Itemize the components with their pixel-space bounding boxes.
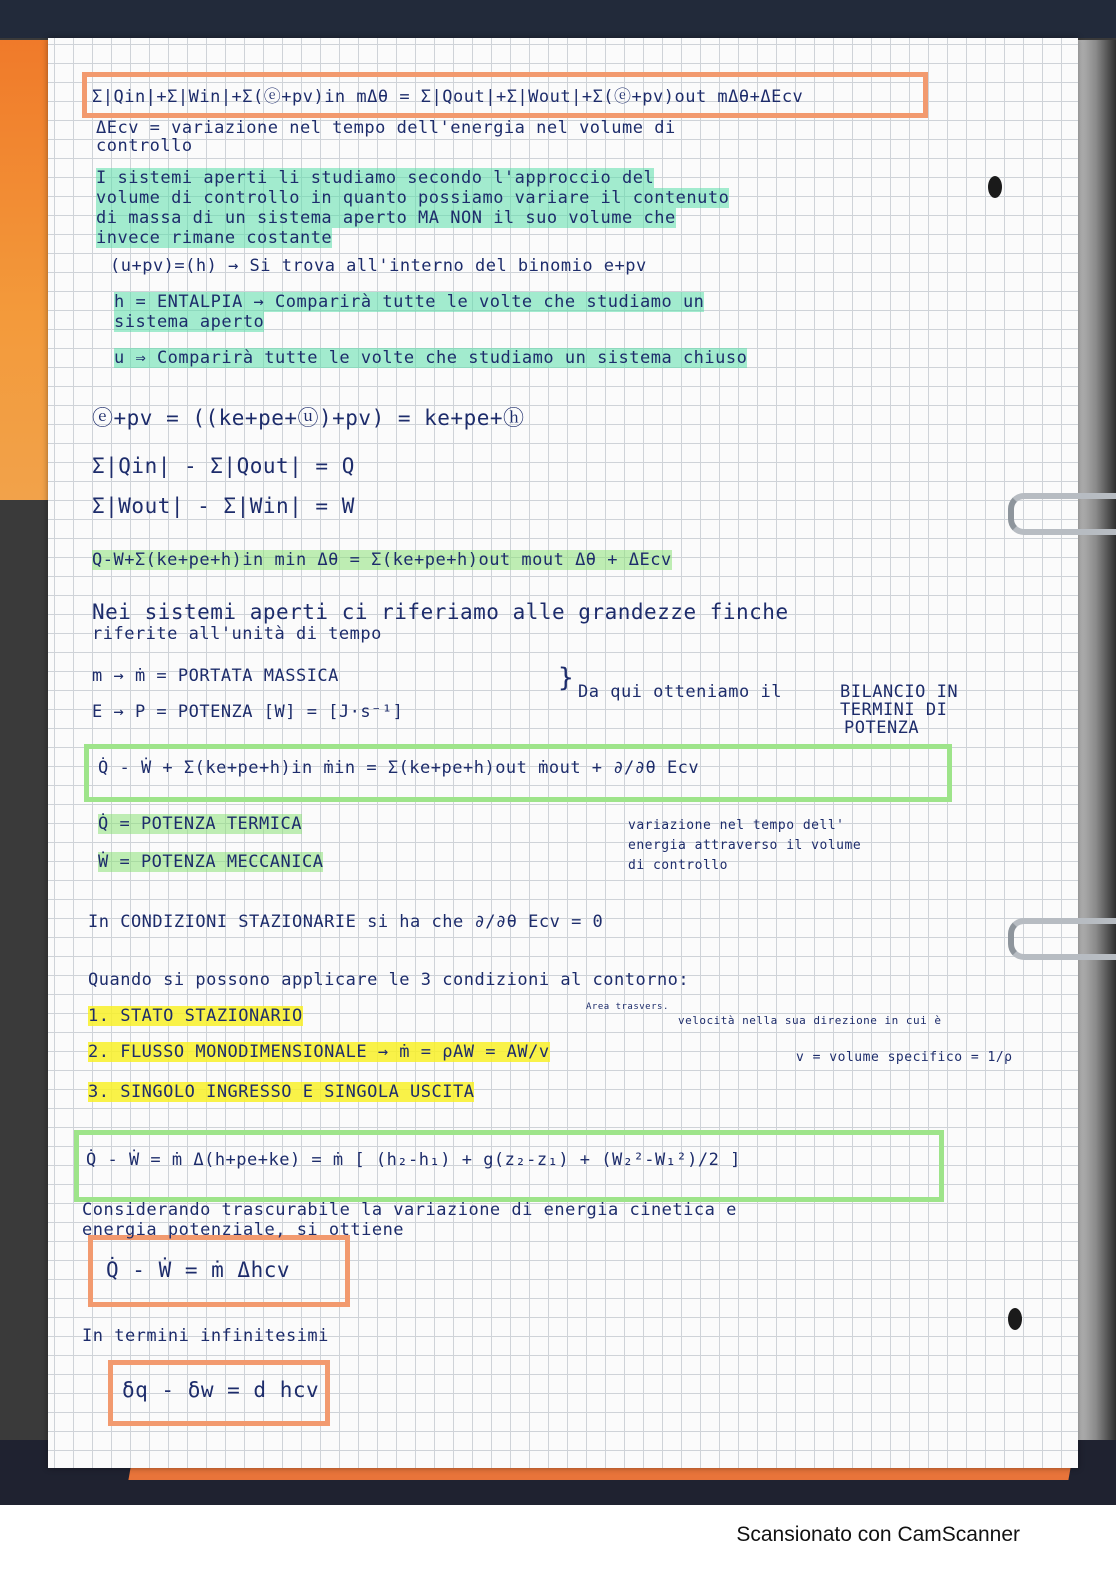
brace: }	[558, 663, 575, 693]
steady-state-condition: In CONDIZIONI STAZIONARIE si ha che ∂/∂θ Ecv = 0	[88, 912, 604, 932]
simplified-balance-equation: Q̇ - Ẇ = ṁ Δ(h+pe+ke) = ṁ [ (h₂-h₁) + g(z₂-z₁) + (W₂²-W₁²)/2 ]	[86, 1150, 741, 1170]
note-text: variazione nel tempo dell'	[628, 818, 845, 833]
note-text: Area trasvers.	[586, 1002, 669, 1012]
notebook-page	[48, 38, 1078, 1468]
note-text: volume di controllo in quanto possiamo variare il contenuto	[96, 188, 730, 208]
note-text: Quando si possono applicare le 3 condizioni al contorno:	[88, 970, 690, 990]
note-text: riferite all'unità di tempo	[92, 624, 382, 644]
power-definition: E → P = POTENZA [W] = [J·s⁻¹]	[92, 702, 404, 722]
power-balance-label: TERMINI DI	[840, 700, 948, 720]
note-text: u ⇒ Comparirà tutte le volte che studiamo un sistema chiuso	[114, 348, 748, 368]
folder-top-edge	[0, 0, 1116, 38]
note-text: di massa di un sistema aperto MA NON il suo volume che	[96, 208, 676, 228]
heat-definition: Σ|Qin| - Σ|Qout| = Q	[92, 454, 355, 478]
punch-hole	[1008, 1308, 1022, 1330]
note-text: h = ENTALPIA → Comparirà tutte le volte che studiamo un	[114, 292, 705, 312]
camscanner-watermark: Scansionato con CamScanner	[736, 1523, 1020, 1546]
condition-2: 2. FLUSSO MONODIMENSIONALE → ṁ = ρAW = AW/v	[88, 1042, 550, 1062]
power-balance-label: POTENZA	[844, 718, 920, 738]
power-balance-label: BILANCIO IN	[840, 682, 959, 702]
note-text: sistema aperto	[114, 312, 265, 332]
note-text: ΔEcv = variazione nel tempo dell'energia nel volume di	[96, 118, 676, 138]
energy-balance-equation: Σ|Qin|+Σ|Win|+Σ(ⓔ+pv)in mΔθ = Σ|Qout|+Σ|Wout|+Σ(ⓔ+pv)out mΔθ+ΔEcv	[92, 87, 804, 107]
note-text: I sistemi aperti li studiamo secondo l'approccio del	[96, 168, 655, 188]
power-balance-equation: Q̇ - Ẇ + Σ(ke+pe+h)in ṁin = Σ(ke+pe+h)out ṁout + ∂/∂θ Ecv	[98, 758, 700, 778]
punch-hole	[988, 176, 1002, 198]
mass-flow-definition: m → ṁ = PORTATA MASSICA	[92, 666, 339, 686]
note-text: di controllo	[628, 858, 728, 873]
condition-1: 1. STATO STAZIONARIO	[88, 1006, 303, 1026]
footer	[0, 1505, 1116, 1579]
note-text: energia potenziale, si ottiene	[82, 1220, 405, 1240]
note-text: invece rimane costante	[96, 228, 333, 248]
binder-ring-icon	[1008, 918, 1116, 960]
note-text: In termini infinitesimi	[82, 1326, 329, 1346]
reduced-balance-equation: Q̇ - Ẇ = ṁ Δhcv	[106, 1258, 291, 1282]
note-text: Da qui otteniamo il	[578, 682, 782, 702]
note-text: Considerando trascurabile la variazione di energia cinetica e	[82, 1200, 737, 1220]
note-text: v = volume specifico = 1/ρ	[796, 1050, 1013, 1065]
thermal-power: Q̇ = POTENZA TERMICA	[98, 814, 302, 834]
infinitesimal-equation: δq - δw = d hcv	[122, 1378, 320, 1402]
mechanical-power: Ẇ = POTENZA MECCANICA	[98, 852, 324, 872]
enthalpy-definition: (u+pv)=(h) → Si trova all'interno del binomio e+pv	[110, 256, 647, 276]
note-text: Nei sistemi aperti ci riferiamo alle grandezze finche	[92, 600, 789, 624]
note-text: controllo	[96, 136, 193, 156]
binder-ring-icon	[1008, 493, 1116, 535]
note-text: energia attraverso il volume	[628, 838, 862, 853]
energy-decomposition: ⓔ+pv = ((ke+pe+ⓤ)+pv) = ke+pe+ⓗ	[92, 406, 525, 430]
note-text: velocità nella sua direzione in cui è	[678, 1014, 942, 1027]
balance-equation: Q-W+Σ(ke+pe+h)in min Δθ = Σ(ke+pe+h)out mout Δθ + ΔEcv	[92, 550, 672, 570]
condition-3: 3. SINGOLO INGRESSO E SINGOLA USCITA	[88, 1082, 475, 1102]
work-definition: Σ|Wout| - Σ|Win| = W	[92, 494, 355, 518]
